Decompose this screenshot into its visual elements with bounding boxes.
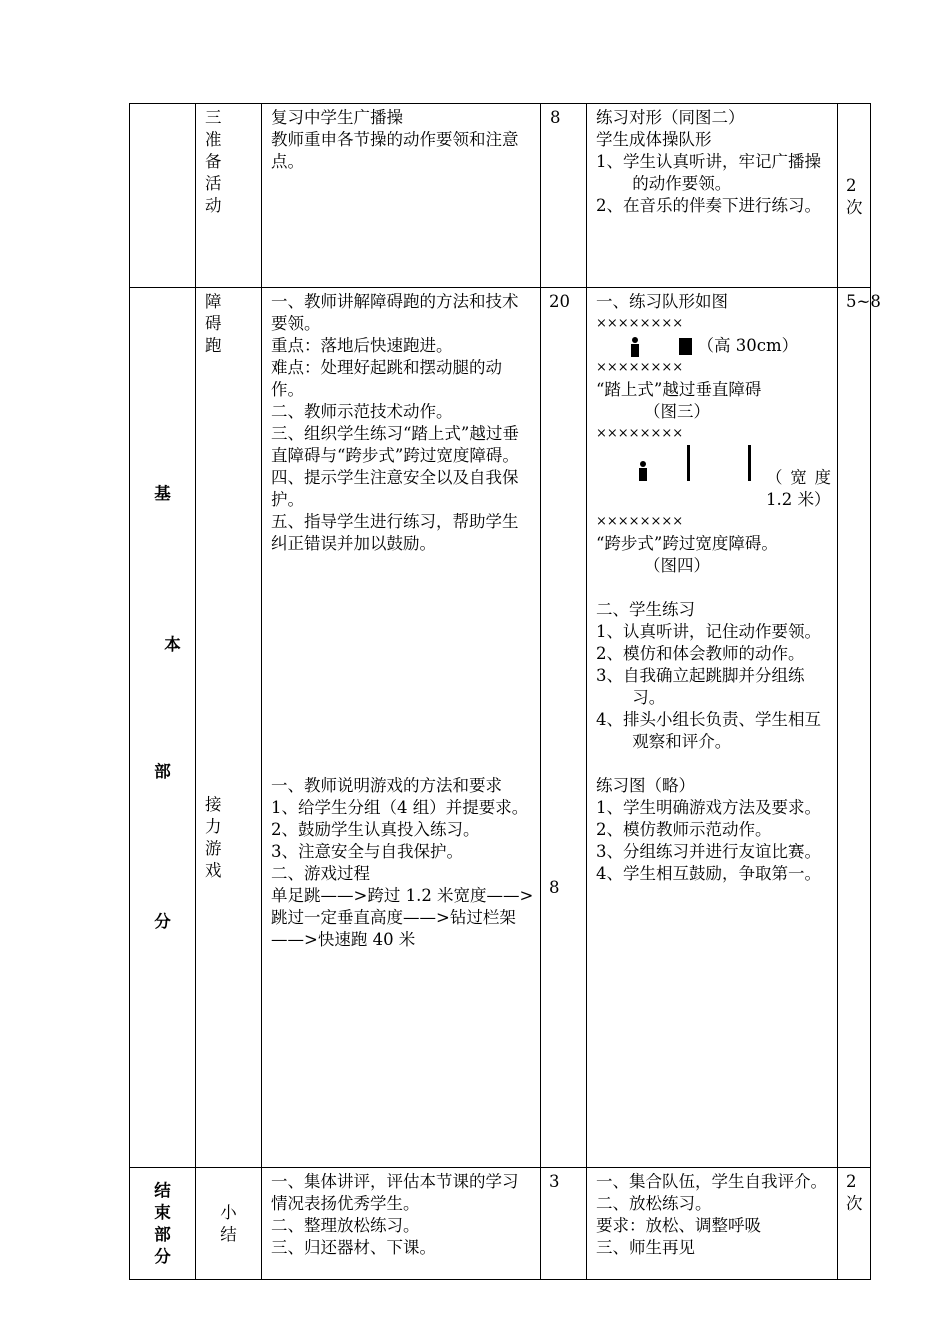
student-line: 练习图（略）	[596, 776, 695, 795]
count-cell: 2 次	[838, 1168, 871, 1280]
student-line: 练习对形（同图二）	[596, 108, 745, 127]
time-cell	[541, 288, 587, 1168]
width-obstacle-right-icon	[748, 445, 751, 481]
student-figure-icon	[630, 337, 640, 357]
student-list-item: 1、认真听讲，记住动作要领。	[596, 622, 821, 641]
row-preparation	[130, 104, 871, 288]
formation-crosses: ××××××××	[596, 360, 684, 375]
activity-name-char: 活	[205, 174, 222, 193]
student-line: 要求：放松、调整呼吸	[596, 1216, 761, 1235]
teacher-line: 一、教师讲解障碍跑的方法和技术要领。	[271, 292, 519, 333]
teacher-line: 重点：落地后快速跑进。	[271, 336, 453, 355]
student-activity-cell	[587, 104, 838, 288]
teacher-activity-cell	[262, 1168, 541, 1280]
student-list-item: 4、学生相互鼓励，争取第一。	[596, 864, 821, 883]
figure-label: （图三）	[644, 402, 710, 421]
formation-crosses: ××××××××	[596, 426, 684, 441]
teacher-line: 二、教师示范技术动作。	[271, 402, 453, 421]
teacher-line: 五、指导学生进行练习，帮助学生纠正错误并加以鼓励。	[271, 512, 519, 553]
count-cell: 2 次	[838, 104, 871, 288]
figure-label: （图四）	[644, 556, 710, 575]
student-line: 一、练习队形如图	[596, 292, 728, 311]
activity-name-char: 跑	[205, 336, 222, 355]
teacher-line: 二、整理放松练习。	[271, 1216, 420, 1235]
activity-name-char: 小	[220, 1202, 237, 1222]
activity-name-char: 碍	[205, 314, 222, 333]
student-activity-cell	[587, 288, 838, 1168]
student-list-item: 4、排头小组长负责、学生相互观察和评介。	[596, 710, 821, 751]
activity-name-cell	[196, 1168, 262, 1280]
formation-crosses: ××××××××	[596, 514, 684, 529]
activity-name-char: 结	[220, 1224, 237, 1244]
activity-name-char: 三	[205, 108, 222, 127]
activity-name-char: 备	[205, 152, 222, 171]
activity-name-cell	[196, 288, 262, 1168]
activity-name-char: 准	[205, 130, 222, 149]
teacher-list-item: 3、注意安全与自我保护。	[271, 842, 463, 861]
student-list-item: 2、在音乐的伴奏下进行练习。	[596, 196, 821, 215]
student-list-item: 3、分组练习并进行友谊比赛。	[596, 842, 821, 861]
section-cell-empty	[130, 104, 196, 288]
teacher-list-item: 2、鼓励学生认真投入练习。	[271, 820, 480, 839]
section-char: 束	[154, 1202, 171, 1222]
section-char: 分	[154, 911, 171, 931]
activity-name-char: 力	[205, 817, 222, 836]
section-char: 结	[154, 1180, 171, 1200]
row-ending-part	[130, 1168, 871, 1280]
activity-name-char: 游	[205, 839, 222, 858]
section-label-end	[130, 1168, 196, 1280]
student-line: 学生成体操队形	[596, 130, 712, 149]
teacher-line: 四、提示学生注意安全以及自我保护。	[271, 468, 519, 509]
lesson-plan-table	[129, 103, 881, 1280]
student-list-item: 1、学生认真听讲，牢记广播操的动作要领。	[596, 152, 821, 193]
time-cell: 8	[541, 104, 587, 288]
width-note: （宽度 1.2 米）	[766, 468, 831, 509]
teacher-line: 一、集体讲评，评估本节课的学习情况表扬优秀学生。	[271, 1172, 519, 1213]
activity-name-char: 障	[205, 292, 222, 311]
activity-name-cell	[196, 104, 262, 288]
width-obstacle-left-icon	[687, 445, 690, 481]
section-char: 部	[154, 1224, 171, 1244]
teacher-line: 三、归还器材、下课。	[271, 1238, 436, 1257]
section-char: 分	[154, 1246, 171, 1266]
activity-name-char: 动	[205, 196, 222, 215]
student-line: 三、师生再见	[596, 1238, 695, 1257]
vertical-obstacle-icon	[679, 338, 692, 355]
teacher-line: 一、教师说明游戏的方法和要求	[271, 776, 502, 795]
time-value: 8	[549, 878, 560, 897]
activity-name-char: 戏	[205, 861, 222, 880]
student-list-item: 2、模仿和体会教师的动作。	[596, 644, 805, 663]
student-list-item: 2、模仿教师示范动作。	[596, 820, 772, 839]
teacher-list-item: 1、给学生分组（4 组）并提要求。	[271, 798, 529, 817]
teacher-line: 二、游戏过程	[271, 864, 370, 883]
teacher-line: 单足跳——>跨过 1.2 米宽度——>跳过一定垂直高度——>钻过栏架——>快速跑 40 米	[271, 886, 534, 949]
teacher-activity-cell	[262, 104, 541, 288]
student-line: 二、学生练习	[596, 600, 695, 619]
teacher-line: 教师重申各节操的动作要领和注意点。	[271, 130, 519, 171]
count-cell: 5~8	[838, 288, 871, 1168]
student-list-item: 1、学生明确游戏方法及要求。	[596, 798, 821, 817]
activity-name-char: 接	[205, 795, 222, 814]
section-char: 基	[154, 483, 171, 503]
time-value: 20	[549, 292, 570, 311]
teacher-line: 难点：处理好起跳和摆动腿的动作。	[271, 358, 502, 399]
student-list-item: 3、自我确立起跳脚并分组练习。	[596, 666, 805, 707]
student-activity-cell	[587, 1168, 838, 1280]
teacher-line: 复习中学生广播操	[271, 108, 403, 127]
row-main-part	[130, 288, 871, 1168]
height-note: （高 30cm）	[697, 336, 799, 355]
section-char: 部	[154, 761, 171, 781]
formation-crosses: ××××××××	[596, 316, 684, 331]
figure-vertical-obstacle	[596, 335, 831, 357]
teacher-activity-cell	[262, 288, 541, 1168]
student-figure-icon	[638, 461, 648, 481]
section-label-main	[130, 288, 196, 1168]
student-line: “跨步式”跨过宽度障碍。	[596, 534, 778, 553]
teacher-line: 三、组织学生练习“踏上式”越过垂直障碍与“跨步式”跨过宽度障碍。	[271, 424, 519, 465]
student-line: “踏上式”越过垂直障碍	[596, 380, 762, 399]
section-char: 本	[164, 634, 181, 654]
student-line: 二、放松练习。	[596, 1194, 712, 1213]
student-line: 一、集合队伍，学生自我评介。	[596, 1172, 827, 1191]
time-cell: 3	[541, 1168, 587, 1280]
